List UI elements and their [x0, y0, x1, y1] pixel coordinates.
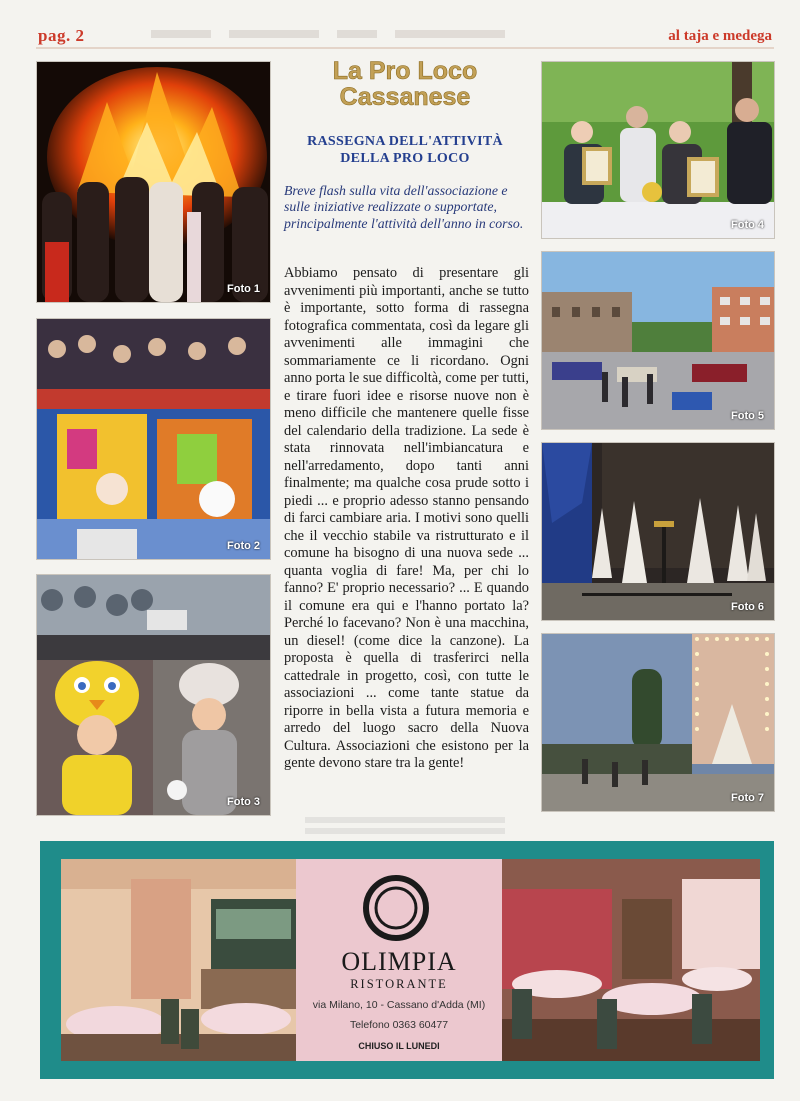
carnival-image	[37, 319, 270, 559]
photo-caption: Foto 1	[227, 283, 260, 295]
restaurant-advertisement	[40, 841, 774, 1079]
performance-image	[542, 443, 774, 620]
article-subtitle	[280, 133, 530, 167]
page-header	[36, 26, 774, 48]
article-lead: Breve flash sulla vita dell'associazione e sulle iniziative realizzate o supportate, principalmente l'attività dell'anno in corso.	[284, 183, 524, 231]
photo-1-bonfire	[36, 61, 271, 303]
article-body: Abbiamo pensato di presentare gli avvenimenti più importanti, anche se tutto è importante, sotto forma di rassegna fotografica commentata, così da legare gli avvenimenti alle immagini che sommariamente ce li ricordano. Ogni anno porta le sue difficoltà, come per tutti, e tirare fuori idee e risorse nuove non è meno difficile che mantenere quelle fisse del calendario della tradizione. La sede è stata rinnovata nell'imbiancatura e nell'arredamento, dopo tanti anni finalmente; ma qualche cosa prude sotto i piedi ... e proprio adesso stanno pensando di farci cambiare aria. I motivi sono quelli che il vecchio stabile va ristrutturato e il comune ha bisogno di una nuova sede ... quanta voglia di fare! Ma, per chi lo fanno? E' proprio necessario? ... E quando il comune era qui e l'hanno portato la? Perché lo facevano? Non è una macchina, un diesel! (come dice la canzone). La proposta è quella di trasferirci nella cattedrale in progetto, così, con tutte le associazioni ... come tante statue da riporre in bella vista a futura memoria e arredo del luogo sacro della Nuova Cultura. Associazioni che esistono per la gente devono stare tra la gente!	[284, 265, 529, 771]
bleed-through-text	[295, 812, 515, 842]
article-title-line1: La Pro Loco	[332, 57, 478, 85]
page-number: pag. 2	[38, 26, 85, 45]
restaurant-type: RISTORANTE	[350, 977, 448, 991]
market-image	[542, 252, 774, 429]
photo-6-church-performance	[541, 442, 775, 621]
ad-photo-bar-interior	[61, 859, 296, 1061]
award-image	[542, 62, 774, 238]
bonfire-image	[37, 62, 270, 302]
photo-caption: Foto 3	[227, 796, 260, 808]
header-rule	[36, 47, 774, 49]
bar-interior-image	[61, 859, 296, 1061]
photo-caption: Foto 7	[731, 792, 764, 804]
photo-2-carnival-float	[36, 318, 271, 560]
olimpia-logo-icon	[363, 875, 429, 941]
photo-caption: Foto 4	[731, 219, 764, 231]
restaurant-phone: Telefono 0363 60477	[349, 1019, 449, 1031]
article-subtitle-line1: RASSEGNA DELL'ATTIVITÀ	[307, 134, 503, 149]
photo-caption: Foto 6	[731, 601, 764, 613]
article-title-line2: Cassanese	[339, 83, 471, 111]
restaurant-name: OLIMPIA	[341, 947, 457, 976]
photo-3-children-costumes	[36, 574, 271, 816]
children-image	[37, 575, 270, 815]
restaurant-address: via Milano, 10 - Cassano d'Adda (MI)	[312, 999, 486, 1011]
bleed-through-text	[151, 30, 581, 44]
article-subtitle-line2: DELLA PRO LOCO	[340, 151, 470, 166]
dining-room-image	[502, 859, 760, 1061]
ad-info-panel	[296, 859, 502, 1061]
photo-caption: Foto 5	[731, 410, 764, 422]
ad-photo-dining-room	[502, 859, 760, 1061]
restaurant-closing-day: CHIUSO IL LUNEDI	[358, 1041, 440, 1051]
photo-4-award-ceremony	[541, 61, 775, 239]
photo-caption: Foto 2	[227, 540, 260, 552]
article-title	[280, 58, 530, 110]
publication-name: al taja e medega	[668, 28, 772, 44]
photo-7-illuminated-facade	[541, 633, 775, 812]
photo-5-market-square	[541, 251, 775, 430]
facade-image	[542, 634, 774, 811]
